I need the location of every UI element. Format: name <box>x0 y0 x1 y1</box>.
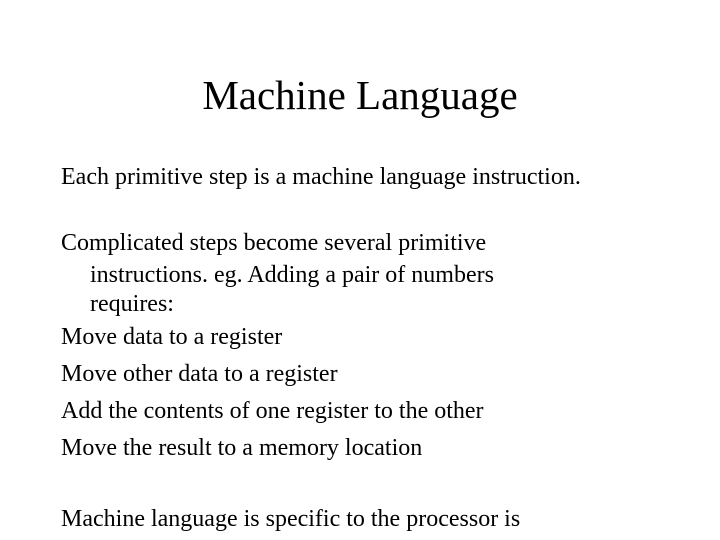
step-move-result: Move the result to a memory location <box>61 435 423 461</box>
paragraph-line-2: instructions. eg. Adding a pair of numbers <box>90 262 494 288</box>
slide-title: Machine Language <box>202 72 518 118</box>
paragraph-complicated-steps <box>61 225 701 319</box>
step-move-other-data: Move other data to a register <box>61 361 338 387</box>
step-add-contents: Add the contents of one register to the other <box>61 398 484 424</box>
paragraph-primitive-step: Each primitive step is a machine language instruction. <box>61 164 581 190</box>
slide-body <box>61 159 701 537</box>
paragraph-spacer <box>61 467 701 501</box>
paragraph-spacer <box>61 195 701 225</box>
step-move-data: Move data to a register <box>61 324 283 350</box>
paragraph-line-1: Complicated steps become several primitive <box>61 230 487 256</box>
paragraph-processor-specific: Machine language is specific to the processor is <box>61 506 521 532</box>
paragraph-line-3: requires: <box>90 291 174 317</box>
